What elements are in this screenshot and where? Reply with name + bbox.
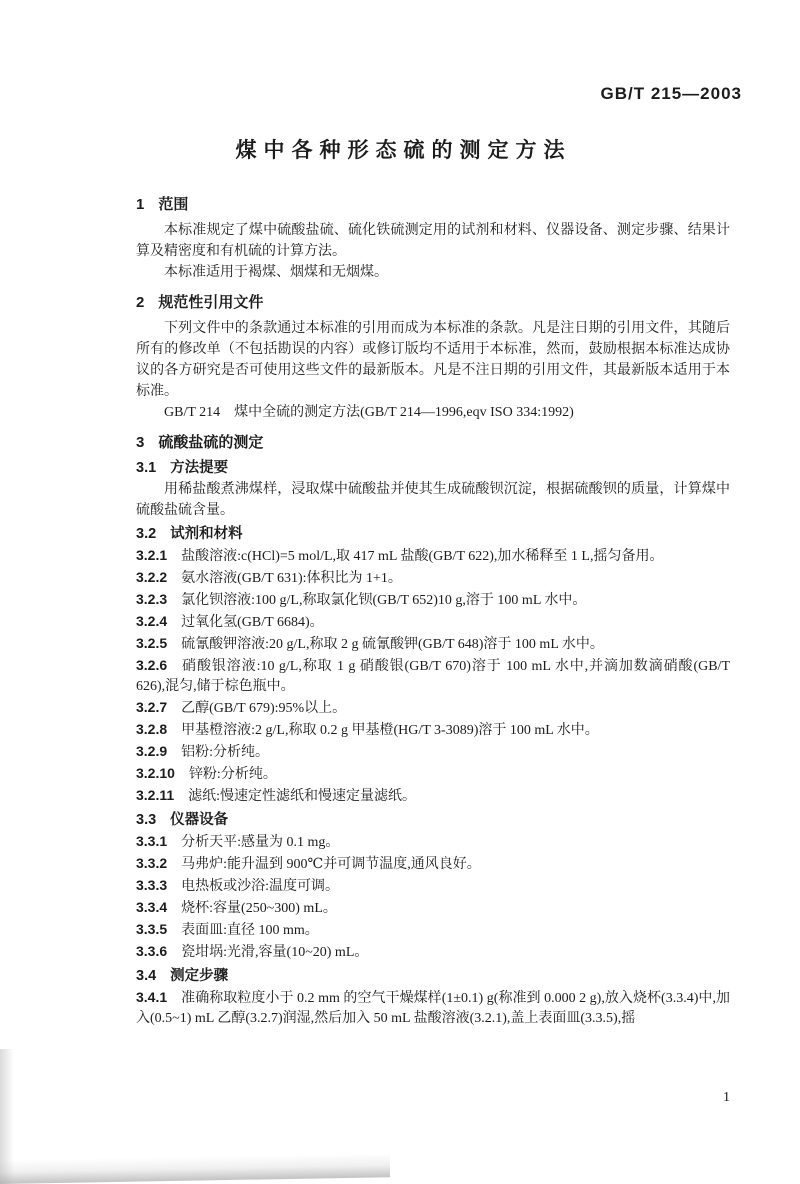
heading-scope [136,194,730,215]
clause-title: 测定步骤 [170,968,229,984]
clause-title: 方法提要 [170,460,229,476]
clause-item [136,763,730,785]
clause-text: 过氧化氢(GB/T 6684)。 [181,615,324,630]
clause-number: 3.1 [136,460,157,476]
clause-text: 表面皿:直径 100 mm。 [181,923,319,938]
heading-procedure [136,966,730,986]
reference-entry: GB/T 214 煤中全硫的测定方法(GB/T 214—1996,eqv ISO 334:1992) [164,405,574,420]
clause-item [136,941,730,963]
clause-item [136,987,730,1029]
clause-title: 仪器设备 [170,812,229,828]
clause-number: 3.2.1 [136,547,168,563]
clause-text: 硫氰酸钾溶液:20 g/L,称取 2 g 硫氰酸钾(GB/T 648)溶于 100 mL 水中。 [181,637,604,652]
clause-item [136,741,730,763]
clause-item [136,611,730,633]
heading-normative-references [136,292,730,313]
document-body [0,194,800,1029]
clause-number: 3.2.4 [136,613,168,629]
clause-item [136,633,730,655]
clause-item [136,719,730,741]
clause-item [136,589,730,611]
standard-code: GB/T 215—2003 [600,84,742,103]
heading-method-summary [136,458,730,478]
clause-text: 马弗炉:能升温到 900℃并可调节温度,通风良好。 [181,857,481,872]
clause-text: 硝酸银溶液:10 g/L,称取 1 g 硝酸银(GB/T 670)溶于 100 mL 水中,并滴加数滴硝酸(GB/T 626),混匀,储于棕色瓶中。 [136,659,730,694]
clause-text: 甲基橙溶液:2 g/L,称取 0.2 g 甲基橙(HG/T 3-3089)溶于 100 mL 水中。 [181,723,599,738]
heading-apparatus [136,810,730,830]
clause-text: 铝粉:分析纯。 [181,745,270,760]
clause-text: 锌粉:分析纯。 [188,767,277,782]
clause-number: 3.2.11 [136,787,175,803]
clause-title: 试剂和材料 [170,526,243,542]
document-title: 煤中各种形态硫的测定方法 [235,139,572,162]
clause-item [136,919,730,941]
clause-number: 3.3.3 [136,877,168,893]
clause-number: 3.2.10 [136,765,175,781]
clause-number: 2 [136,294,145,311]
clause-text: 分析天平:感量为 0.1 mg。 [181,835,340,850]
clause-text: 乙醇(GB/T 679):95%以上。 [181,701,347,716]
clause-number: 3.2.3 [136,591,168,607]
clause-title: 规范性引用文件 [158,294,264,311]
clause-number: 3.3.4 [136,899,168,915]
clause-item [136,897,730,919]
clause-number: 1 [136,196,145,213]
heading-reagents-materials [136,524,730,544]
clause-number: 3.2.2 [136,569,168,585]
clause-item [136,697,730,719]
clause-number: 3.3.5 [136,921,168,937]
paragraph: 本标准规定了煤中硫酸盐硫、硫化铁硫测定用的试剂和材料、仪器设备、测定步骤、结果计算及精密度和有机硫的计算方法。 [136,223,730,259]
clause-number: 3.2.6 [136,657,168,673]
clause-number: 3.4 [136,968,157,984]
paragraph: 本标准适用于褐煤、烟煤和无烟煤。 [164,265,388,280]
clause-item [136,545,730,567]
scan-artifact-bottom [0,1153,390,1184]
clause-item [136,875,730,897]
clause-number: 3.2.8 [136,721,168,737]
clause-number: 3.2 [136,526,157,542]
clause-text: 氯化钡溶液:100 g/L,称取氯化钡(GB/T 652)10 g,溶于 100 mL 水中。 [181,593,587,608]
clause-text: 瓷坩埚:光滑,容量(10~20) mL。 [181,945,369,960]
scan-artifact-left [0,1049,14,1184]
clause-number: 3.2.5 [136,635,168,651]
paragraph: 用稀盐酸煮沸煤样，浸取煤中硫酸盐并使其生成硫酸钡沉淀，根据硫酸钡的质量，计算煤中硫酸盐硫含量。 [136,482,730,518]
clause-text: 氨水溶液(GB/T 631):体积比为 1+1。 [181,571,402,586]
clause-item [136,567,730,589]
clause-number: 3.2.7 [136,699,168,715]
clause-number: 3 [136,434,145,451]
page-number: 1 [723,1090,730,1105]
clause-text: 盐酸溶液:c(HCl)=5 mol/L,取 417 mL 盐酸(GB/T 622),加水稀释至 1 L,摇匀备用。 [181,549,664,564]
clause-item [136,831,730,853]
clause-text: 准确称取粒度小于 0.2 mm 的空气干燥煤样(1±0.1) g(称准到 0.000 2 g),放入烧杯(3.3.4)中,加入(0.5~1) mL 乙醇(3.2.7)润湿,然后加入 50 mL 盐酸溶液(3.2.1),盖上表面皿(3.3.5),摇 [136,991,730,1026]
clause-item [136,853,730,875]
clause-number: 3.3 [136,812,157,828]
clause-number: 3.3.2 [136,855,168,871]
paragraph: 下列文件中的条款通过本标准的引用而成为本标准的条款。凡是注日期的引用文件，其随后所有的修改单（不包括勘误的内容）或修订版均不适用于本标准，然而，鼓励根据本标准达成协议的各方研究是否可使用这些文件的最新版本。凡是不注日期的引用文件，其最新版本适用于本标准。 [136,321,730,399]
clause-title: 硫酸盐硫的测定 [158,434,264,451]
clause-item [136,785,730,807]
clause-text: 烧杯:容量(250~300) mL。 [181,901,337,916]
clause-number: 3.4.1 [136,989,168,1005]
clause-title: 范围 [158,196,189,213]
clause-number: 3.2.9 [136,743,168,759]
clause-text: 滤纸:慢速定性滤纸和慢速定量滤纸。 [188,789,417,804]
clause-text: 电热板或沙浴:温度可调。 [181,879,340,894]
clause-number: 3.3.6 [136,943,168,959]
heading-sulfate-sulfur [136,432,730,453]
clause-number: 3.3.1 [136,833,168,849]
clause-item [136,655,730,697]
